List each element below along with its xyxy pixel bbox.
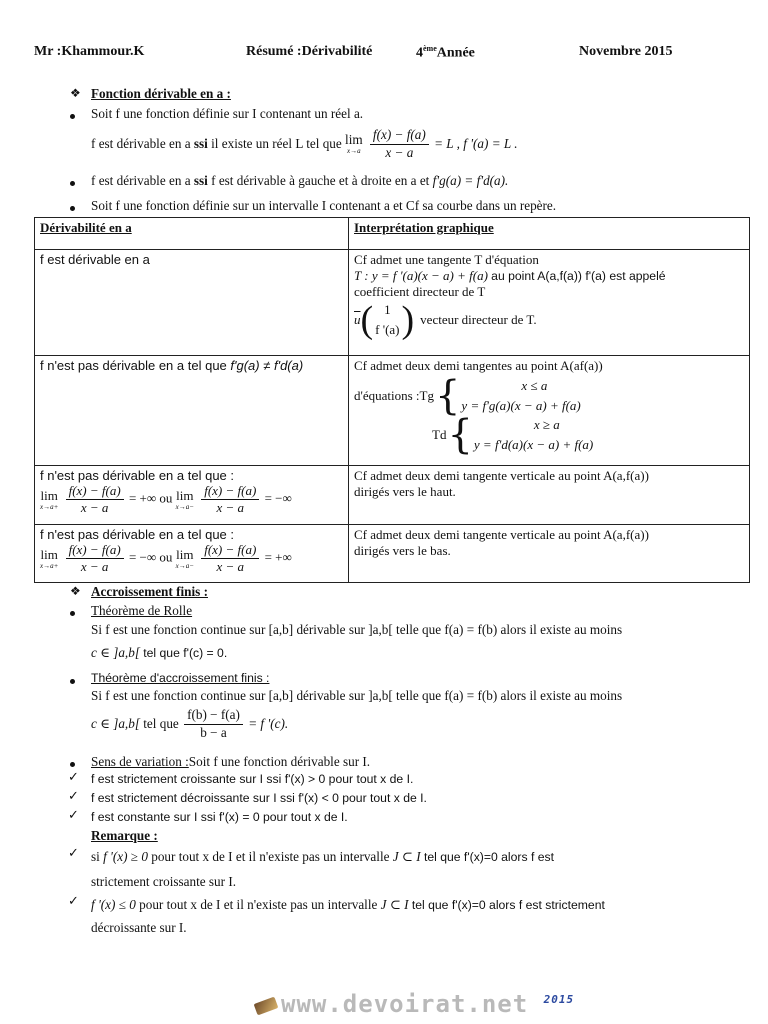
text-line: si f '(x) ≥ 0 pour tout x de I et il n'existe pas un intervalle J ⊂ I tel que f'(x)=0 alors f est <box>91 849 554 864</box>
checkmark-icon: ✓ <box>68 789 79 804</box>
text-line: strictement croissante sur I. <box>91 874 237 889</box>
section-heading-accroissement: Accroissement finis : <box>91 584 208 599</box>
text-line: f est constante sur I ssi f'(x) = 0 pour tout x de I. <box>91 810 348 824</box>
checkmark-icon: ✓ <box>68 894 79 909</box>
bullet-dot-icon <box>70 611 75 616</box>
text-line: c ∈ ]a,b[ tel que f'(c) = 0. <box>91 645 228 660</box>
text-line: Si f est une fonction continue sur [a,b] dérivable sur ]a,b[ telle que f(a) = f(b) alors il existe au moins <box>91 622 623 637</box>
table-row <box>35 466 750 525</box>
school-year: 4èmeAnnée <box>416 44 475 61</box>
text-line: f est strictement décroissante sur I ssi f'(x) < 0 pour tout x de I. <box>91 791 427 805</box>
checkmark-icon: ✓ <box>68 808 79 823</box>
text-line: Si f est une fonction continue sur [a,b] dérivable sur ]a,b[ telle que f(a) = f(b) alors il existe au moins <box>91 688 623 703</box>
table-cell: f n'est pas dérivable en a tel que : lim x→a+ $\frac{f(x) - f(a)}{x - a}$ = −∞ ou lim x→a− $\frac{f(x) - f(a)}{x - a}$ = +∞ <box>35 525 349 583</box>
text-line: Sens de variation :Soit f une fonction dérivable sur I. <box>91 754 371 769</box>
taf-title: Théorème d'accroissement finis : <box>91 671 270 685</box>
definition-line: f est dérivable en a ssi il existe un réel L tel que lim x→a $\frac{f(x) - f(a)}{x - a}$ = L , f '(a) = L . <box>91 127 518 160</box>
table-row <box>35 250 750 356</box>
table-cell: f est dérivable en a <box>35 250 349 356</box>
table-cell: Cf admet une tangente T d'équation T : y = f '(a)(x − a) + f(a) au point A(a,f(a)) f'(a) est appelé coefficient directeur de T $\overline{u}$ ( 1 f '(a) ) vecteur directeur de T. <box>349 250 750 356</box>
text-line: f est dérivable en a ssi f est dérivable à gauche et à droite en a et f'g(a) = f'd(a). <box>91 173 509 188</box>
table-cell: f n'est pas dérivable en a tel que : lim x→a+ $\frac{f(x) - f(a)}{x - a}$ = +∞ ou lim x→a− $\frac{f(x) - f(a)}{x - a}$ = −∞ <box>35 466 349 525</box>
text-line: Soit f une fonction définie sur un intervalle I contenant a et Cf sa courbe dans un repère. <box>91 198 557 213</box>
table-cell: Cf admet deux demi tangente verticale au point A(a,f(a)) dirigés vers le haut. <box>349 466 750 525</box>
diamond-bullet-icon: ❖ <box>70 86 81 100</box>
rolle-title: Théorème de Rolle <box>91 603 193 618</box>
table-header-derivability: Dérivabilité en a <box>35 218 349 250</box>
text-line: f '(x) ≤ 0 pour tout x de I et il n'existe pas un intervalle J ⊂ I tel que f'(x)=0 alors f est strictement <box>91 897 605 912</box>
bullet-dot-icon <box>70 206 75 211</box>
table-header-interpretation: Interprétation graphique <box>349 218 750 250</box>
checkmark-icon: ✓ <box>68 846 79 861</box>
doc-date: Novembre 2015 <box>579 44 673 59</box>
pen-icon <box>254 997 279 1016</box>
diamond-bullet-icon: ❖ <box>70 584 81 598</box>
table-cell: f n'est pas dérivable en a tel que f'g(a) ≠ f'd(a) <box>35 356 349 466</box>
text-line: Soit f une fonction définie sur I contenant un réel a. <box>91 106 364 121</box>
bullet-dot-icon <box>70 679 75 684</box>
site-logo: www.devoirat.net $^{2015}$ <box>255 990 574 1018</box>
derivability-table <box>34 217 750 583</box>
text-line: décroissante sur I. <box>91 920 187 935</box>
section-heading-derivable: Fonction dérivable en a : <box>91 86 231 101</box>
remark-heading: Remarque : <box>91 828 158 843</box>
bullet-dot-icon <box>70 762 75 767</box>
text-line: f est strictement croissante sur I ssi f'(x) > 0 pour tout x de I. <box>91 772 414 786</box>
text-line: c ∈ ]a,b[ tel que $\frac{f(b) - f(a)}{b - a}$ = f '(c). <box>91 707 289 740</box>
table-cell: Cf admet deux demi tangente verticale au point A(a,f(a)) dirigés vers le bas. <box>349 525 750 583</box>
bullet-dot-icon <box>70 114 75 119</box>
doc-title: Résumé :Dérivabilité <box>246 44 373 59</box>
table-row <box>35 356 750 466</box>
table-row <box>35 525 750 583</box>
author: Mr :Khammour.K <box>34 44 145 59</box>
checkmark-icon: ✓ <box>68 770 79 785</box>
table-cell: Cf admet deux demi tangentes au point A(af(a)) d'équations :Tg { x ≤ a y = f'g(a)(x − a) + f(a) Td { x ≥ a y = f'd(a)(x − a) + f(a) <box>349 356 750 466</box>
bullet-dot-icon <box>70 181 75 186</box>
